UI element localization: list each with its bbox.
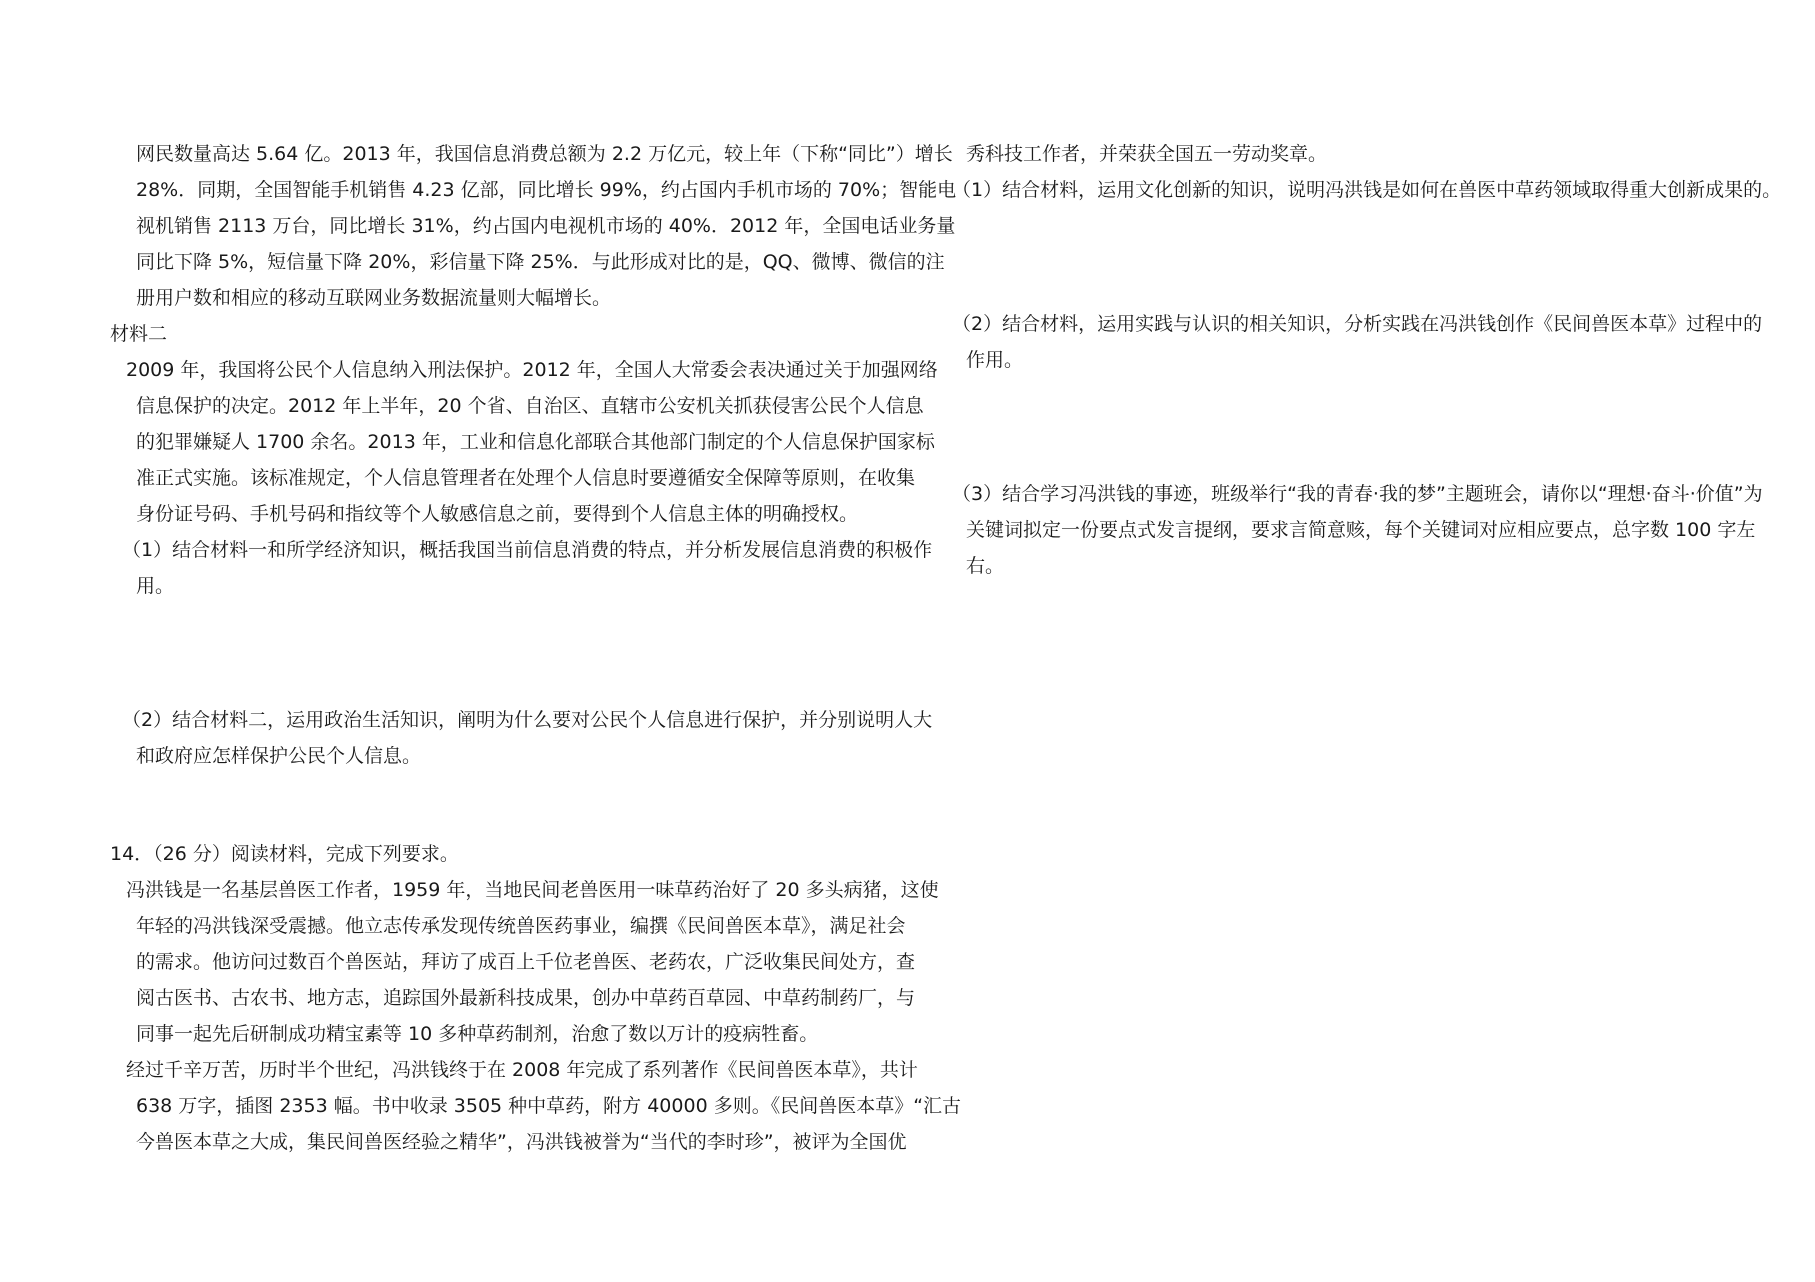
text-line: 年轻的冯洪钱深受震撼。他立志传承发现传统兽医药事业，编撰《民间兽医本草》，满足社会 [136,915,906,937]
text-line: 今兽医本草之大成，集民间兽医经验之精华”，冯洪钱被誉为“当代的李时珍”，被评为全国优 [136,1131,907,1153]
text-line: 冯洪钱是一名基层兽医工作者，1959 年，当地民间老兽医用一味草药治好了 20 多头病猪，这使 [126,879,939,901]
text-line: 身份证号码、手机号码和指纹等个人敏感信息之前，要得到个人信息主体的明确授权。 [136,503,859,525]
text-line: 638 万字，插图 2353 幅。书中收录 3505 种中草药，附方 40000 多则。《民间兽医本草》“汇古 [136,1095,962,1117]
text-line: 信息保护的决定。2012 年上半年，20 个省、自治区、直辖市公安机关抓获侵害公民个人信息 [136,395,924,417]
answer-space [940,378,1740,476]
question-14-heading: 14．（26 分）阅读材料，完成下列要求。 [110,843,459,865]
right-column [940,136,1782,584]
answer-space [110,604,910,702]
question-line: 作用。 [966,349,1024,371]
text-line: 同事一起先后研制成功精宝素等 10 多种草药制剂，治愈了数以万计的疫病牲畜。 [136,1023,819,1045]
text-line: 的犯罪嫌疑人 1700 余名。2013 年，工业和信息化部联合其他部门制定的个人信息保护国家标 [136,431,935,453]
text-line: 阅古医书、古农书、地方志，追踪国外最新科技成果，创办中草药百草园、中草药制药厂，与 [136,987,916,1009]
question-13-2 [110,702,933,774]
text-line: 同比下降 5%，短信量下降 20%，彩信量下降 25%．与此形成对比的是，QQ、微博、微信的注 [136,251,945,273]
question-line: （1）结合材料，运用文化创新的知识，说明冯洪钱是如何在兽医中草药领域取得重大创新成果的。 [952,179,1782,201]
question-line: （2）结合材料二，运用政治生活知识，阐明为什么要对公民个人信息进行保护，并分别说明人大 [122,709,933,731]
question-line: 右。 [966,555,1005,577]
answer-space [940,208,1740,306]
question-line: （1）结合材料一和所学经济知识，概括我国当前信息消费的特点，并分析发展信息消费的积极作 [122,539,933,561]
text-line: 的需求。他访问过数百个兽医站，拜访了成百上千位老兽医、老药农，广泛收集民间处方，查 [136,951,916,973]
question-14-2 [940,306,1763,378]
question-line: （2）结合材料，运用实践与认识的相关知识，分析实践在冯洪钱创作《民间兽医本草》过程中的 [952,313,1763,335]
question-line: 关键词拟定一份要点式发言提纲，要求言简意赅，每个关键词对应相应要点，总字数 100 字左 [966,519,1756,541]
material-one-tail [110,136,957,316]
question-14-paragraph-2-tail: 秀科技工作者，并荣获全国五一劳动奖章。 [966,143,1328,165]
text-line: 2009 年，我国将公民个人信息纳入刑法保护。2012 年，全国人大常委会表决通过关于加强网络 [126,359,938,381]
text-line: 网民数量高达 5.64 亿。2013 年，我国信息消费总额为 2.2 万亿元，较上年（下称“同比”）增长 [136,143,953,165]
text-line: 视机销售 2113 万台，同比增长 31%，约占国内电视机市场的 40%．2012 年，全国电话业务量 [136,215,956,237]
question-line: （3）结合学习冯洪钱的事迹，班级举行“我的青春·我的梦”主题班会，请你以“理想·奋斗·价值”为 [952,483,1763,505]
text-line: 册用户数和相应的移动互联网业务数据流量则大幅增长。 [136,287,612,309]
question-14-1 [940,172,1782,208]
question-line: 和政府应怎样保护公民个人信息。 [136,745,422,767]
text-line: 经过千辛万苦，历时半个世纪，冯洪钱终于在 2008 年完成了系列著作《民间兽医本草》，共计 [126,1059,918,1081]
text-line: 28%．同期，全国智能手机销售 4.23 亿部，同比增长 99%，约占国内手机市场的 70%；智能电 [136,179,957,201]
question-14-3 [940,476,1763,584]
question-14-paragraph-1 [110,872,939,1052]
question-14-paragraph-2 [110,1052,962,1160]
left-column [110,136,962,1160]
question-line: 用。 [136,575,175,597]
answer-space [110,774,910,836]
question-13-1 [110,532,933,604]
material-two-heading: 材料二 [110,323,168,345]
material-two [110,352,938,532]
text-line: 准正式实施。该标准规定，个人信息管理者在处理个人信息时要遵循安全保障等原则，在收集 [136,467,916,489]
